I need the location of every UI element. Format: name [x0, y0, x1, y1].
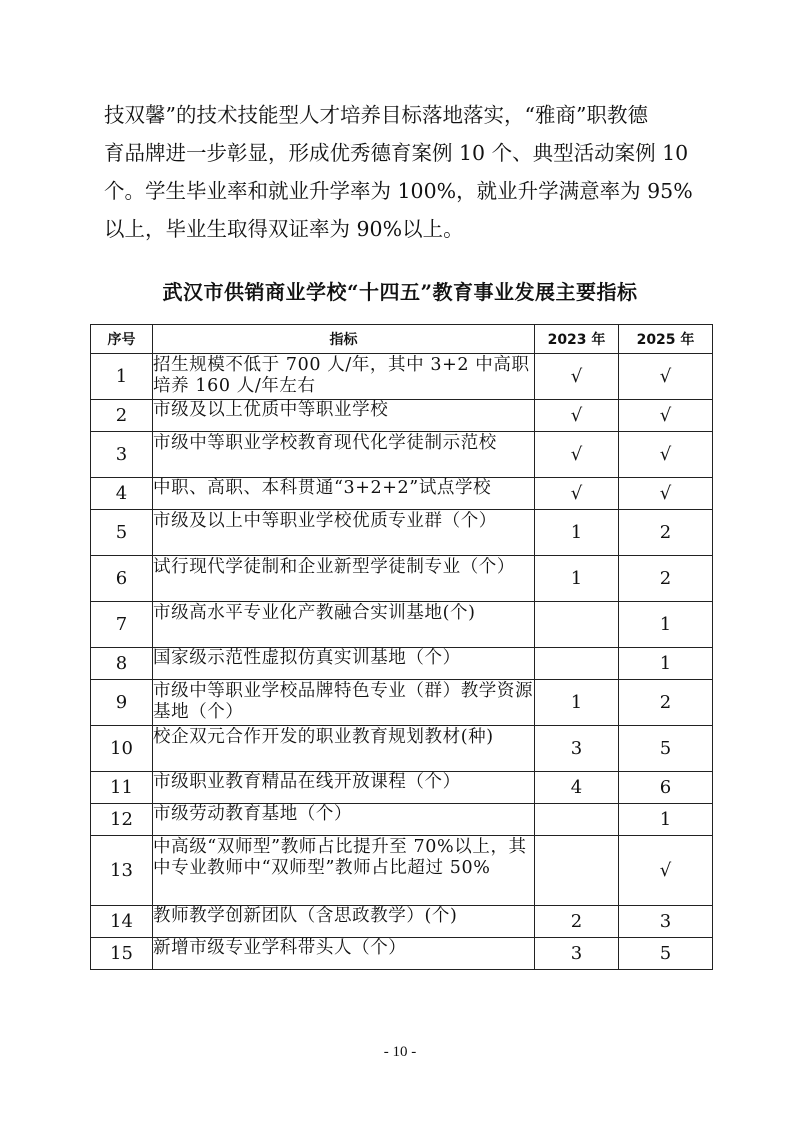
body-paragraph: [104, 96, 704, 248]
cell-2025: √: [619, 400, 713, 432]
cell-2023: [535, 804, 619, 836]
cell-serial: 6: [91, 556, 153, 602]
cell-indicator: 市级高水平专业化产教融合实训基地(个): [153, 602, 535, 648]
cell-serial: 15: [91, 938, 153, 970]
cell-serial: 3: [91, 432, 153, 478]
cell-2025: 5: [619, 726, 713, 772]
cell-serial: 11: [91, 772, 153, 804]
cell-2025: 2: [619, 556, 713, 602]
page-number: - 10 -: [383, 1044, 417, 1060]
cell-indicator: 中职、高职、本科贯通“3+2+2”试点学校: [153, 478, 535, 510]
cell-indicator: 新增市级专业学科带头人（个）: [153, 938, 535, 970]
paragraph-line: 个。学生毕业率和就业升学率为 100%，就业升学满意率为 95%: [104, 179, 693, 203]
cell-indicator: 市级职业教育精品在线开放课程（个）: [153, 772, 535, 804]
cell-2025: 2: [619, 680, 713, 726]
cell-2023: 3: [535, 726, 619, 772]
table-row: [91, 804, 713, 836]
cell-2023: √: [535, 432, 619, 478]
cell-2023: 4: [535, 772, 619, 804]
cell-indicator: 市级中等职业学校教育现代化学徒制示范校: [153, 432, 535, 478]
cell-2023: √: [535, 354, 619, 400]
table-row: [91, 648, 713, 680]
cell-indicator: 教师教学创新团队（含思政教学）(个): [153, 906, 535, 938]
cell-2023: 2: [535, 906, 619, 938]
indicators-table: [90, 324, 713, 970]
cell-indicator: 招生规模不低于 700 人/年，其中 3+2 中高职培养 160 人/年左右: [153, 354, 535, 400]
table-row: [91, 938, 713, 970]
table-title: 武汉市供销商业学校“十四五”教育事业发展主要指标: [162, 280, 638, 304]
table-header-row: [91, 325, 713, 354]
cell-serial: 4: [91, 478, 153, 510]
paragraph-line: 育品牌进一步彰显，形成优秀德育案例 10 个、典型活动案例 10: [104, 141, 689, 165]
cell-serial: 2: [91, 400, 153, 432]
cell-2023: 1: [535, 556, 619, 602]
cell-indicator: 校企双元合作开发的职业教育规划教材(种): [153, 726, 535, 772]
table-row: [91, 726, 713, 772]
cell-serial: 10: [91, 726, 153, 772]
table-row: [91, 400, 713, 432]
table-row: [91, 680, 713, 726]
cell-2025: 1: [619, 602, 713, 648]
cell-2025: 1: [619, 804, 713, 836]
table-row: [91, 478, 713, 510]
header-serial: 序号: [91, 325, 153, 354]
cell-serial: 13: [91, 836, 153, 906]
cell-indicator: 国家级示范性虚拟仿真实训基地（个）: [153, 648, 535, 680]
cell-serial: 9: [91, 680, 153, 726]
paragraph-line: 技双馨”的技术技能型人才培养目标落地落实，“雅商”职教德: [104, 103, 648, 127]
cell-indicator: 市级及以上中等职业学校优质专业群（个）: [153, 510, 535, 556]
header-indicator: 指标: [153, 325, 535, 354]
cell-serial: 14: [91, 906, 153, 938]
header-2025: 2025 年: [619, 325, 713, 354]
cell-indicator: 市级劳动教育基地（个）: [153, 804, 535, 836]
cell-2025: 6: [619, 772, 713, 804]
cell-serial: 8: [91, 648, 153, 680]
cell-2025: √: [619, 354, 713, 400]
cell-2023: [535, 836, 619, 906]
cell-2025: 2: [619, 510, 713, 556]
table-row: [91, 772, 713, 804]
table-row: [91, 906, 713, 938]
cell-2023: 1: [535, 680, 619, 726]
cell-2025: √: [619, 478, 713, 510]
cell-2023: [535, 648, 619, 680]
cell-2025: 1: [619, 648, 713, 680]
cell-serial: 1: [91, 354, 153, 400]
cell-indicator: 中高级“双师型”教师占比提升至 70%以上，其中专业教师中“双师型”教师占比超过 50%: [153, 836, 535, 906]
cell-2023: 3: [535, 938, 619, 970]
cell-2025: 3: [619, 906, 713, 938]
cell-indicator: 市级及以上优质中等职业学校: [153, 400, 535, 432]
cell-2025: √: [619, 836, 713, 906]
cell-2023: [535, 602, 619, 648]
header-2023: 2023 年: [535, 325, 619, 354]
table-row: [91, 602, 713, 648]
table-row: [91, 510, 713, 556]
cell-2023: 1: [535, 510, 619, 556]
paragraph-line: 以上，毕业生取得双证率为 90%以上。: [104, 217, 464, 241]
cell-indicator: 试行现代学徒制和企业新型学徒制专业（个）: [153, 556, 535, 602]
table-row: [91, 836, 713, 906]
cell-2023: √: [535, 478, 619, 510]
cell-serial: 12: [91, 804, 153, 836]
cell-serial: 5: [91, 510, 153, 556]
table-row: [91, 556, 713, 602]
table-row: [91, 354, 713, 400]
cell-2023: √: [535, 400, 619, 432]
cell-2025: √: [619, 432, 713, 478]
cell-serial: 7: [91, 602, 153, 648]
table-row: [91, 432, 713, 478]
cell-indicator: 市级中等职业学校品牌特色专业（群）教学资源基地（个）: [153, 680, 535, 726]
cell-2025: 5: [619, 938, 713, 970]
